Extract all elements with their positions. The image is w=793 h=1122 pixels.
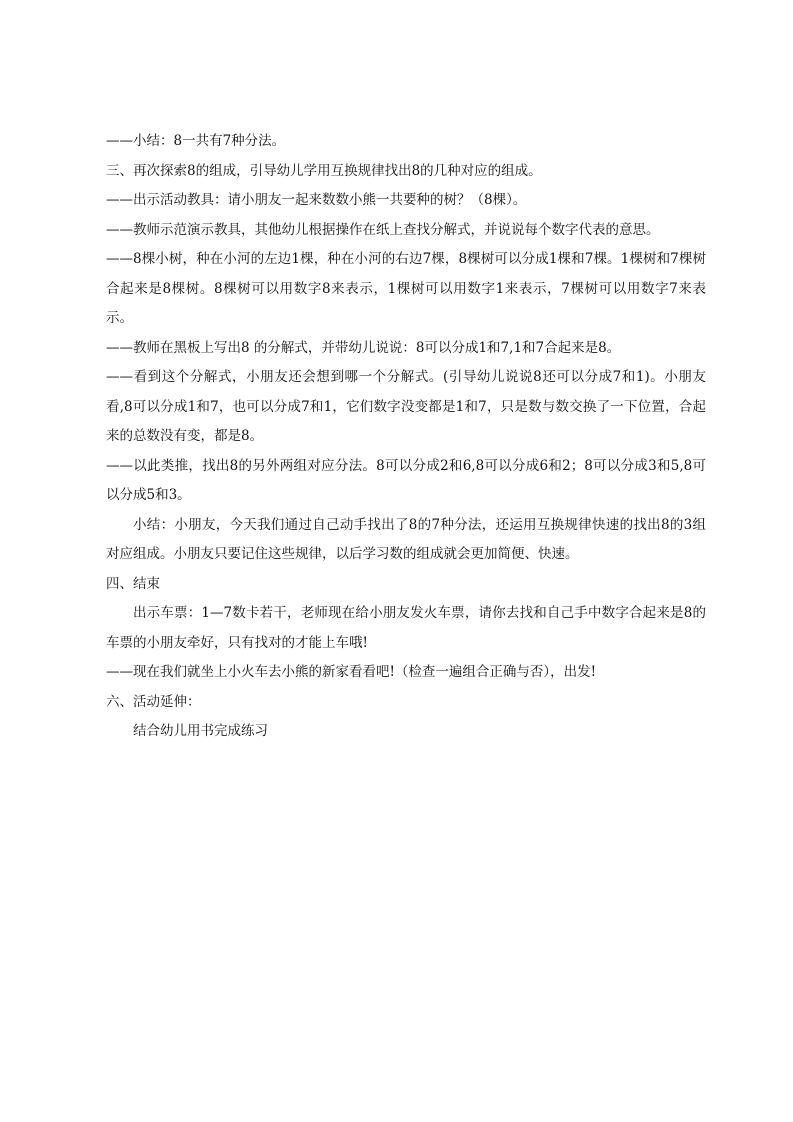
blackboard-paragraph: ——教师在黑板上写出8 的分解式，并带幼儿说说：8可以分成1和7,1和7合起来是8。 — [106, 339, 621, 356]
tickets-paragraph: 出示车票：1—7数卡若干，老师现在给小朋友发火车票，请你去找和自己手中数字合起来是8的车票的小朋友牵好，只有找对的才能上车哦! — [106, 605, 706, 651]
trees-paragraph: ——8棵小树，种在小河的左边1棵，种在小河的右边7棵，8棵树可以分成1棵和7棵。1棵树和7棵树合起来是8棵树。8棵树可以用数字8来表示，1棵树可以用数字1来表示，7棵树可以用数字7来表示。 — [106, 251, 706, 326]
summary-line: ——小结：8一共有7种分法。 — [106, 133, 286, 149]
extension-line: 结合幼儿用书完成练习 — [133, 723, 268, 739]
section-three-heading: 三、再次探索8的组成，引导幼儿学用互换规律找出8的几种对应的组成。 — [106, 162, 542, 179]
summary-paragraph: 小结：小朋友，今天我们通过自己动手找出了8的7种分法，还运用互换规律快速的找出8的3组对应组成。小朋友只要记住这些规律，以后学习数的组成就会更加简便、快速。 — [106, 516, 706, 562]
demonstration-paragraph: ——教师示范演示教具，其他幼儿根据操作在纸上查找分解式，并说说每个数字代表的意思。 — [106, 221, 660, 238]
train-line: ——现在我们就坐上小火车去小熊的新家看看吧!（检查一遍组合正确与否），出发! — [106, 664, 597, 680]
teaching-aid-line: ——出示活动教具：请小朋友一起来数数小熊一共要种的树？（8棵）。 — [106, 192, 527, 208]
document-page — [106, 127, 706, 747]
exchange-paragraph: ——看到这个分解式，小朋友还会想到哪一个分解式。(引导幼儿说说8还可以分成7和1)。小朋友看,8可以分成1和7，也可以分成7和1，它们数字没变都是1和7，只是数与数交换了一下位置，合起来的总数没有变，都是8。 — [106, 369, 706, 444]
section-four-heading: 四、结束 — [106, 575, 160, 592]
analogy-paragraph: ——以此类推，找出8的另外两组对应分法。8可以分成2和6,8可以分成6和2；8可以分成3和5,8可以分成5和3。 — [106, 457, 706, 503]
section-six-heading: 六、活动延伸： — [106, 693, 201, 710]
